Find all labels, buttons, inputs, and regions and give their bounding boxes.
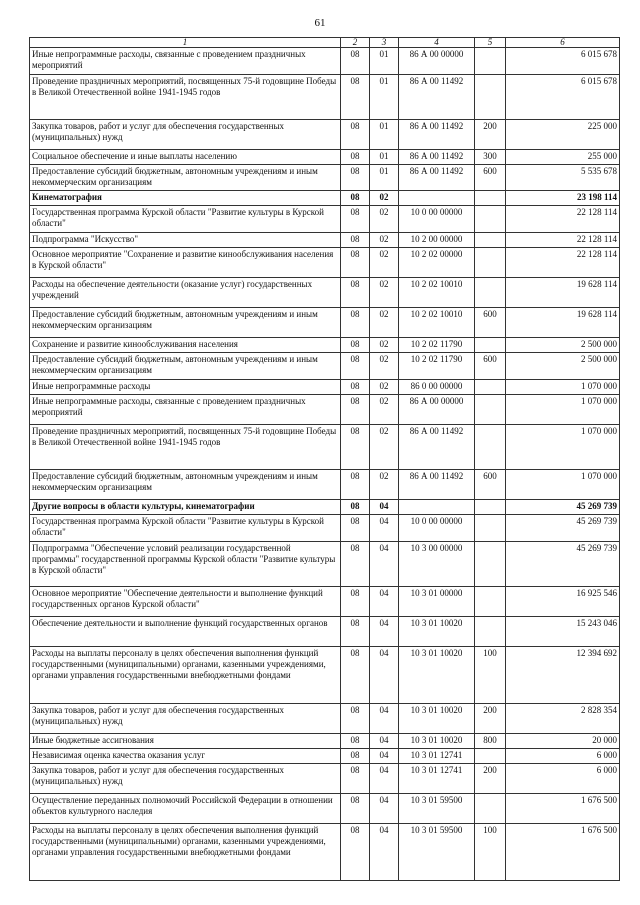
row-target-article-cell: 10 3 01 10020 xyxy=(399,734,475,749)
row-expense-type-cell: 200 xyxy=(475,120,506,150)
row-section-cell: 08 xyxy=(341,165,370,191)
row-expense-type-cell: 200 xyxy=(475,764,506,794)
row-expense-type-cell xyxy=(475,338,506,353)
row-name-cell: Предоставление субсидий бюджетным, автономным учреждениям и иным некоммерческим организациям xyxy=(30,308,341,338)
row-section-cell: 08 xyxy=(341,704,370,734)
row-name-cell: Предоставление субсидий бюджетным, автономным учреждениям и иным некоммерческим организациям xyxy=(30,353,341,380)
table-row xyxy=(30,542,620,587)
row-expense-type-cell: 600 xyxy=(475,353,506,380)
row-target-article-cell: 10 3 01 00000 xyxy=(399,587,475,617)
row-expense-type-cell: 200 xyxy=(475,704,506,734)
row-expense-type-cell: 600 xyxy=(475,308,506,338)
row-sum-cell: 45 269 739 xyxy=(506,515,620,542)
row-target-article-cell: 10 0 00 00000 xyxy=(399,206,475,233)
row-sum-cell: 45 269 739 xyxy=(506,542,620,587)
row-expense-type-cell xyxy=(475,48,506,75)
row-expense-type-cell: 600 xyxy=(475,165,506,191)
table-body xyxy=(30,48,620,881)
table-row xyxy=(30,48,620,75)
row-target-article-cell: 86 А 00 11492 xyxy=(399,425,475,470)
row-name-cell: Расходы на обеспечение деятельности (оказание услуг) государственных учреждений xyxy=(30,278,341,308)
row-target-article-cell: 10 3 00 00000 xyxy=(399,542,475,587)
table-row xyxy=(30,191,620,206)
table-row xyxy=(30,734,620,749)
row-section-cell: 08 xyxy=(341,233,370,248)
row-target-article-cell: 10 2 02 11790 xyxy=(399,338,475,353)
row-name-cell: Основное мероприятие "Сохранение и развитие кинообслуживания населения в Курской области" xyxy=(30,248,341,278)
row-expense-type-cell xyxy=(475,515,506,542)
row-section-cell: 08 xyxy=(341,749,370,764)
row-subsection-cell: 02 xyxy=(370,353,399,380)
table-row xyxy=(30,206,620,233)
row-target-article-cell: 10 3 01 12741 xyxy=(399,764,475,794)
row-subsection-cell: 02 xyxy=(370,425,399,470)
row-sum-cell: 1 070 000 xyxy=(506,380,620,395)
row-expense-type-cell xyxy=(475,380,506,395)
row-section-cell: 08 xyxy=(341,75,370,120)
table-row xyxy=(30,75,620,120)
row-name-cell: Основное мероприятие "Обеспечение деятельности и выполнение функций государственных органов Курской области" xyxy=(30,587,341,617)
row-expense-type-cell: 100 xyxy=(475,824,506,881)
row-name-cell: Закупка товаров, работ и услуг для обеспечения государственных (муниципальных) нужд xyxy=(30,704,341,734)
row-target-article-cell: 10 3 01 10020 xyxy=(399,647,475,704)
row-expense-type-cell xyxy=(475,425,506,470)
row-expense-type-cell xyxy=(475,278,506,308)
row-name-cell: Иные непрограммные расходы, связанные с проведением праздничных мероприятий xyxy=(30,48,341,75)
row-expense-type-cell xyxy=(475,75,506,120)
row-sum-cell: 12 394 692 xyxy=(506,647,620,704)
row-subsection-cell: 04 xyxy=(370,764,399,794)
row-target-article-cell: 10 3 01 59500 xyxy=(399,824,475,881)
row-subsection-cell: 02 xyxy=(370,206,399,233)
row-sum-cell: 6 015 678 xyxy=(506,75,620,120)
row-name-cell: Сохранение и развитие кинообслуживания населения xyxy=(30,338,341,353)
row-target-article-cell xyxy=(399,191,475,206)
table-row xyxy=(30,794,620,824)
table-row xyxy=(30,150,620,165)
row-sum-cell: 2 500 000 xyxy=(506,353,620,380)
row-subsection-cell: 02 xyxy=(370,278,399,308)
row-sum-cell: 45 269 739 xyxy=(506,500,620,515)
row-expense-type-cell: 300 xyxy=(475,150,506,165)
row-section-cell: 08 xyxy=(341,380,370,395)
row-subsection-cell: 04 xyxy=(370,824,399,881)
row-section-cell: 08 xyxy=(341,500,370,515)
row-sum-cell: 1 070 000 xyxy=(506,395,620,425)
row-subsection-cell: 01 xyxy=(370,48,399,75)
row-target-article-cell: 86 А 00 00000 xyxy=(399,48,475,75)
row-sum-cell: 16 925 546 xyxy=(506,587,620,617)
row-section-cell: 08 xyxy=(341,308,370,338)
row-subsection-cell: 02 xyxy=(370,308,399,338)
row-name-cell: Подпрограмма "Искусство" xyxy=(30,233,341,248)
row-target-article-cell: 86 А 00 11492 xyxy=(399,165,475,191)
row-subsection-cell: 04 xyxy=(370,542,399,587)
header-col-2: 2 xyxy=(341,38,370,48)
row-target-article-cell: 10 2 02 10010 xyxy=(399,278,475,308)
row-target-article-cell: 10 0 00 00000 xyxy=(399,515,475,542)
row-target-article-cell: 86 А 00 11492 xyxy=(399,75,475,120)
row-name-cell: Подпрограмма "Обеспечение условий реализации государственной программы" государственной программы Курской области "Развитие культуры в Курской области" xyxy=(30,542,341,587)
row-subsection-cell: 04 xyxy=(370,515,399,542)
row-subsection-cell: 02 xyxy=(370,338,399,353)
row-expense-type-cell: 800 xyxy=(475,734,506,749)
table-row xyxy=(30,647,620,704)
row-name-cell: Закупка товаров, работ и услуг для обеспечения государственных (муниципальных) нужд xyxy=(30,120,341,150)
row-name-cell: Проведение праздничных мероприятий, посвященных 75-й годовщине Победы в Великой Отечественной войне 1941-1945 годов xyxy=(30,425,341,470)
row-sum-cell: 1 676 500 xyxy=(506,794,620,824)
row-section-cell: 08 xyxy=(341,764,370,794)
row-section-cell: 08 xyxy=(341,278,370,308)
row-sum-cell: 22 128 114 xyxy=(506,233,620,248)
row-subsection-cell: 01 xyxy=(370,165,399,191)
row-section-cell: 08 xyxy=(341,191,370,206)
row-name-cell: Другие вопросы в области культуры, кинематографии xyxy=(30,500,341,515)
table-row xyxy=(30,278,620,308)
row-section-cell: 08 xyxy=(341,395,370,425)
table-row xyxy=(30,338,620,353)
row-sum-cell: 22 128 114 xyxy=(506,248,620,278)
row-sum-cell: 225 000 xyxy=(506,120,620,150)
header-col-5: 5 xyxy=(475,38,506,48)
row-subsection-cell: 02 xyxy=(370,380,399,395)
row-sum-cell: 2 500 000 xyxy=(506,338,620,353)
table-row xyxy=(30,587,620,617)
row-section-cell: 08 xyxy=(341,542,370,587)
row-expense-type-cell xyxy=(475,395,506,425)
table-row xyxy=(30,120,620,150)
row-section-cell: 08 xyxy=(341,470,370,500)
row-expense-type-cell xyxy=(475,248,506,278)
row-target-article-cell: 10 3 01 10020 xyxy=(399,704,475,734)
row-target-article-cell: 10 2 00 00000 xyxy=(399,233,475,248)
row-name-cell: Иные бюджетные ассигнования xyxy=(30,734,341,749)
row-sum-cell: 6 000 xyxy=(506,749,620,764)
row-subsection-cell: 04 xyxy=(370,704,399,734)
row-section-cell: 08 xyxy=(341,353,370,380)
table-row xyxy=(30,233,620,248)
row-sum-cell: 6 015 678 xyxy=(506,48,620,75)
row-section-cell: 08 xyxy=(341,150,370,165)
table-row xyxy=(30,395,620,425)
table-row xyxy=(30,165,620,191)
table-row xyxy=(30,500,620,515)
row-target-article-cell: 86 0 00 00000 xyxy=(399,380,475,395)
row-sum-cell: 1 070 000 xyxy=(506,425,620,470)
row-subsection-cell: 02 xyxy=(370,233,399,248)
row-name-cell: Осуществление переданных полномочий Российской Федерации в отношении объектов культурного наследия xyxy=(30,794,341,824)
row-subsection-cell: 04 xyxy=(370,617,399,647)
header-col-1: 1 xyxy=(30,38,341,48)
row-expense-type-cell xyxy=(475,191,506,206)
row-target-article-cell xyxy=(399,500,475,515)
row-name-cell: Кинематография xyxy=(30,191,341,206)
row-target-article-cell: 10 3 01 59500 xyxy=(399,794,475,824)
row-subsection-cell: 04 xyxy=(370,794,399,824)
row-section-cell: 08 xyxy=(341,120,370,150)
row-section-cell: 08 xyxy=(341,48,370,75)
row-sum-cell: 20 000 xyxy=(506,734,620,749)
row-section-cell: 08 xyxy=(341,206,370,233)
row-expense-type-cell xyxy=(475,500,506,515)
row-section-cell: 08 xyxy=(341,425,370,470)
row-subsection-cell: 01 xyxy=(370,120,399,150)
row-expense-type-cell xyxy=(475,233,506,248)
table-row xyxy=(30,470,620,500)
row-section-cell: 08 xyxy=(341,824,370,881)
row-section-cell: 08 xyxy=(341,248,370,278)
row-sum-cell: 1 676 500 xyxy=(506,824,620,881)
row-sum-cell: 22 128 114 xyxy=(506,206,620,233)
row-expense-type-cell xyxy=(475,617,506,647)
row-section-cell: 08 xyxy=(341,734,370,749)
row-sum-cell: 1 070 000 xyxy=(506,470,620,500)
row-name-cell: Проведение праздничных мероприятий, посвященных 75-й годовщине Победы в Великой Отечественной войне 1941-1945 годов xyxy=(30,75,341,120)
row-subsection-cell: 01 xyxy=(370,150,399,165)
row-sum-cell: 19 628 114 xyxy=(506,278,620,308)
row-subsection-cell: 02 xyxy=(370,470,399,500)
row-expense-type-cell: 600 xyxy=(475,470,506,500)
row-target-article-cell: 10 2 02 11790 xyxy=(399,353,475,380)
table-row xyxy=(30,764,620,794)
row-sum-cell: 6 000 xyxy=(506,764,620,794)
header-col-6: 6 xyxy=(506,38,620,48)
row-section-cell: 08 xyxy=(341,794,370,824)
row-name-cell: Независимая оценка качества оказания услуг xyxy=(30,749,341,764)
table-row xyxy=(30,617,620,647)
table-row xyxy=(30,425,620,470)
row-target-article-cell: 10 3 01 10020 xyxy=(399,617,475,647)
row-target-article-cell: 10 2 02 10010 xyxy=(399,308,475,338)
row-expense-type-cell xyxy=(475,587,506,617)
row-name-cell: Иные непрограммные расходы, связанные с проведением праздничных мероприятий xyxy=(30,395,341,425)
row-subsection-cell: 04 xyxy=(370,647,399,704)
table-row xyxy=(30,308,620,338)
row-section-cell: 08 xyxy=(341,338,370,353)
row-expense-type-cell xyxy=(475,542,506,587)
table-row xyxy=(30,515,620,542)
row-name-cell: Предоставление субсидий бюджетным, автономным учреждениям и иным некоммерческим организациям xyxy=(30,165,341,191)
row-name-cell: Расходы на выплаты персоналу в целях обеспечения выполнения функций государственными (муниципальными) органами, казенными учреждениями, органами управления государственными внебюджетными фондами xyxy=(30,647,341,704)
table-row xyxy=(30,353,620,380)
page-number: 61 xyxy=(314,17,326,29)
row-target-article-cell: 86 А 00 11492 xyxy=(399,120,475,150)
row-target-article-cell: 86 А 00 00000 xyxy=(399,395,475,425)
row-subsection-cell: 04 xyxy=(370,734,399,749)
row-subsection-cell: 01 xyxy=(370,75,399,120)
row-name-cell: Закупка товаров, работ и услуг для обеспечения государственных (муниципальных) нужд xyxy=(30,764,341,794)
row-expense-type-cell xyxy=(475,206,506,233)
table-row xyxy=(30,749,620,764)
row-target-article-cell: 86 А 00 11492 xyxy=(399,470,475,500)
row-subsection-cell: 02 xyxy=(370,248,399,278)
row-target-article-cell: 10 2 02 00000 xyxy=(399,248,475,278)
row-name-cell: Обеспечение деятельности и выполнение функций государственных органов xyxy=(30,617,341,647)
row-section-cell: 08 xyxy=(341,647,370,704)
row-name-cell: Расходы на выплаты персоналу в целях обеспечения выполнения функций государственными (муниципальными) органами, казенными учреждениями, органами управления государственными внебюджетными фондами xyxy=(30,824,341,881)
row-target-article-cell: 10 3 01 12741 xyxy=(399,749,475,764)
row-sum-cell: 5 535 678 xyxy=(506,165,620,191)
row-expense-type-cell: 100 xyxy=(475,647,506,704)
row-section-cell: 08 xyxy=(341,515,370,542)
table-row xyxy=(30,824,620,881)
header-col-3: 3 xyxy=(370,38,399,48)
table-row xyxy=(30,380,620,395)
row-section-cell: 08 xyxy=(341,617,370,647)
row-name-cell: Государственная программа Курской области "Развитие культуры в Курской области" xyxy=(30,206,341,233)
row-sum-cell: 15 243 046 xyxy=(506,617,620,647)
row-sum-cell: 23 198 114 xyxy=(506,191,620,206)
table-row xyxy=(30,704,620,734)
table-row xyxy=(30,248,620,278)
row-subsection-cell: 04 xyxy=(370,749,399,764)
row-subsection-cell: 04 xyxy=(370,500,399,515)
row-expense-type-cell xyxy=(475,794,506,824)
row-subsection-cell: 04 xyxy=(370,587,399,617)
row-target-article-cell: 86 А 00 11492 xyxy=(399,150,475,165)
header-col-4: 4 xyxy=(399,38,475,48)
row-name-cell: Предоставление субсидий бюджетным, автономным учреждениям и иным некоммерческим организациям xyxy=(30,470,341,500)
table-header-row xyxy=(30,38,620,48)
row-sum-cell: 255 000 xyxy=(506,150,620,165)
row-name-cell: Государственная программа Курской области "Развитие культуры в Курской области" xyxy=(30,515,341,542)
row-name-cell: Иные непрограммные расходы xyxy=(30,380,341,395)
row-sum-cell: 19 628 114 xyxy=(506,308,620,338)
row-subsection-cell: 02 xyxy=(370,395,399,425)
row-subsection-cell: 02 xyxy=(370,191,399,206)
row-name-cell: Социальное обеспечение и иные выплаты населению xyxy=(30,150,341,165)
row-expense-type-cell xyxy=(475,749,506,764)
budget-table xyxy=(29,37,620,881)
row-section-cell: 08 xyxy=(341,587,370,617)
row-sum-cell: 2 828 354 xyxy=(506,704,620,734)
